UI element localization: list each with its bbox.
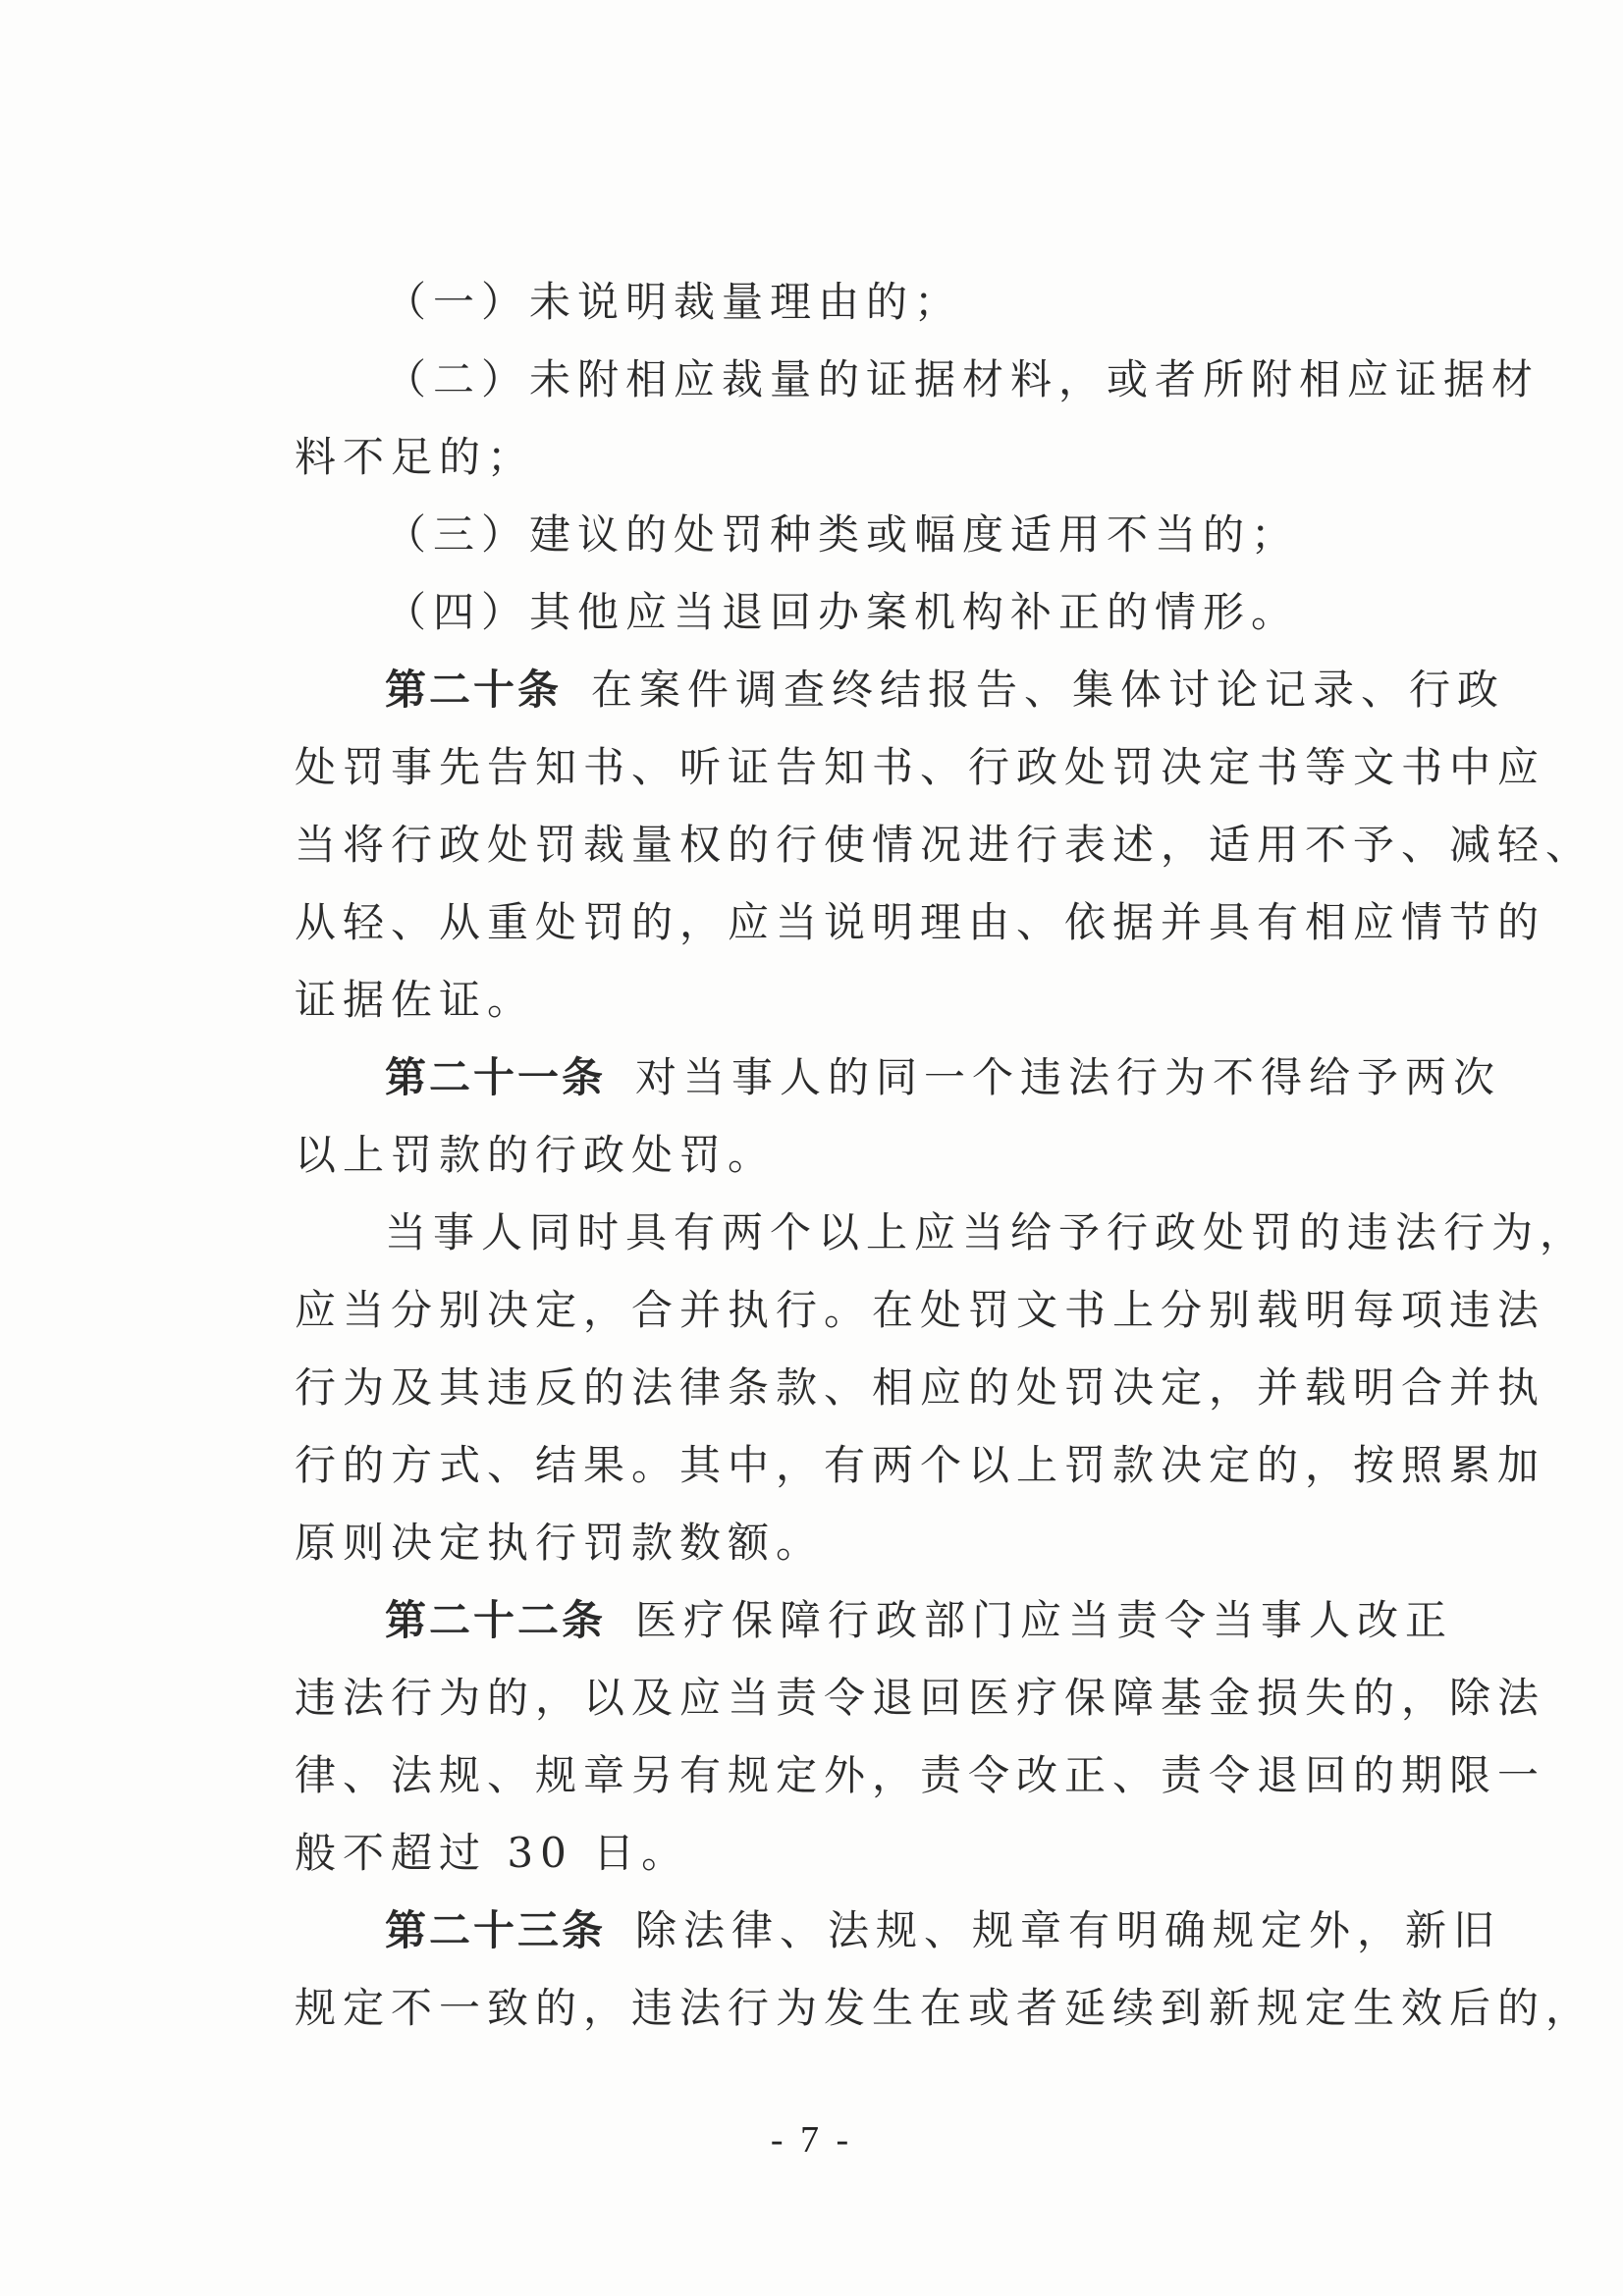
article-23-label: 第二十三条	[385, 1906, 607, 1954]
article-21-text: 对当事人的同一个违法行为不得给予两次	[635, 1053, 1502, 1101]
article-21-line-2: 以上罚款的行政处罚。	[295, 1131, 777, 1179]
article-22-text: 医疗保障行政部门应当责令当事人改正	[635, 1596, 1454, 1644]
article-20-text: 在案件调查终结报告、集体讨论记录、行政	[591, 666, 1506, 714]
list-item-2: （二）未附相应裁量的证据材料，或者所附相应证据材	[385, 355, 1541, 403]
article-21-para2-line-5: 原则决定执行罚款数额。	[295, 1519, 825, 1567]
article-20-line-4: 从轻、从重处罚的，应当说明理由、依据并具有相应情节的	[295, 898, 1546, 946]
article-22-line-4: 般不超过 30 日。	[295, 1829, 690, 1877]
list-item-3: （三）建议的处罚种类或幅度适用不当的；	[385, 510, 1300, 559]
list-item-1: （一）未说明裁量理由的；	[385, 278, 963, 326]
list-item-2-continued: 料不足的；	[295, 433, 536, 481]
article-21-para2-line-3: 行为及其违反的法律条款、相应的处罚决定，并载明合并执	[295, 1363, 1546, 1412]
article-22-first-line	[295, 1581, 1454, 1659]
article-20-label: 第二十条	[385, 666, 563, 714]
article-21-para2-line-4: 行的方式、结果。其中，有两个以上罚款决定的，按照累加	[295, 1441, 1546, 1489]
article-20-line-3: 当将行政处罚裁量权的行使情况进行表述，适用不予、减轻、	[295, 821, 1595, 869]
article-21-para2-line-2: 应当分别决定，合并执行。在处罚文书上分别载明每项违法	[295, 1286, 1546, 1334]
article-20-first-line	[295, 651, 1506, 728]
article-20-line-2: 处罚事先告知书、听证告知书、行政处罚决定书等文书中应	[295, 743, 1546, 791]
article-22-label: 第二十二条	[385, 1596, 607, 1644]
article-23-first-line	[295, 1892, 1502, 1969]
article-23-line-2: 规定不一致的，违法行为发生在或者延续到新规定生效后的，	[295, 1984, 1595, 2032]
article-22-line-2: 违法行为的，以及应当责令退回医疗保障基金损失的，除法	[295, 1674, 1546, 1722]
list-item-4: （四）其他应当退回办案机构补正的情形。	[385, 588, 1300, 636]
article-22-line-3: 律、法规、规章另有规定外，责令改正、责令退回的期限一	[295, 1751, 1546, 1799]
article-21-first-line	[295, 1039, 1502, 1116]
article-21-para2-line-1: 当事人同时具有两个以上应当给予行政处罚的违法行为，	[385, 1208, 1589, 1256]
page-number: - 7 -	[770, 2119, 853, 2161]
article-21-label: 第二十一条	[385, 1053, 607, 1101]
article-20-line-5: 证据佐证。	[295, 976, 536, 1024]
body-text	[295, 263, 1595, 2047]
article-23-text: 除法律、法规、规章有明确规定外，新旧	[635, 1906, 1502, 1954]
